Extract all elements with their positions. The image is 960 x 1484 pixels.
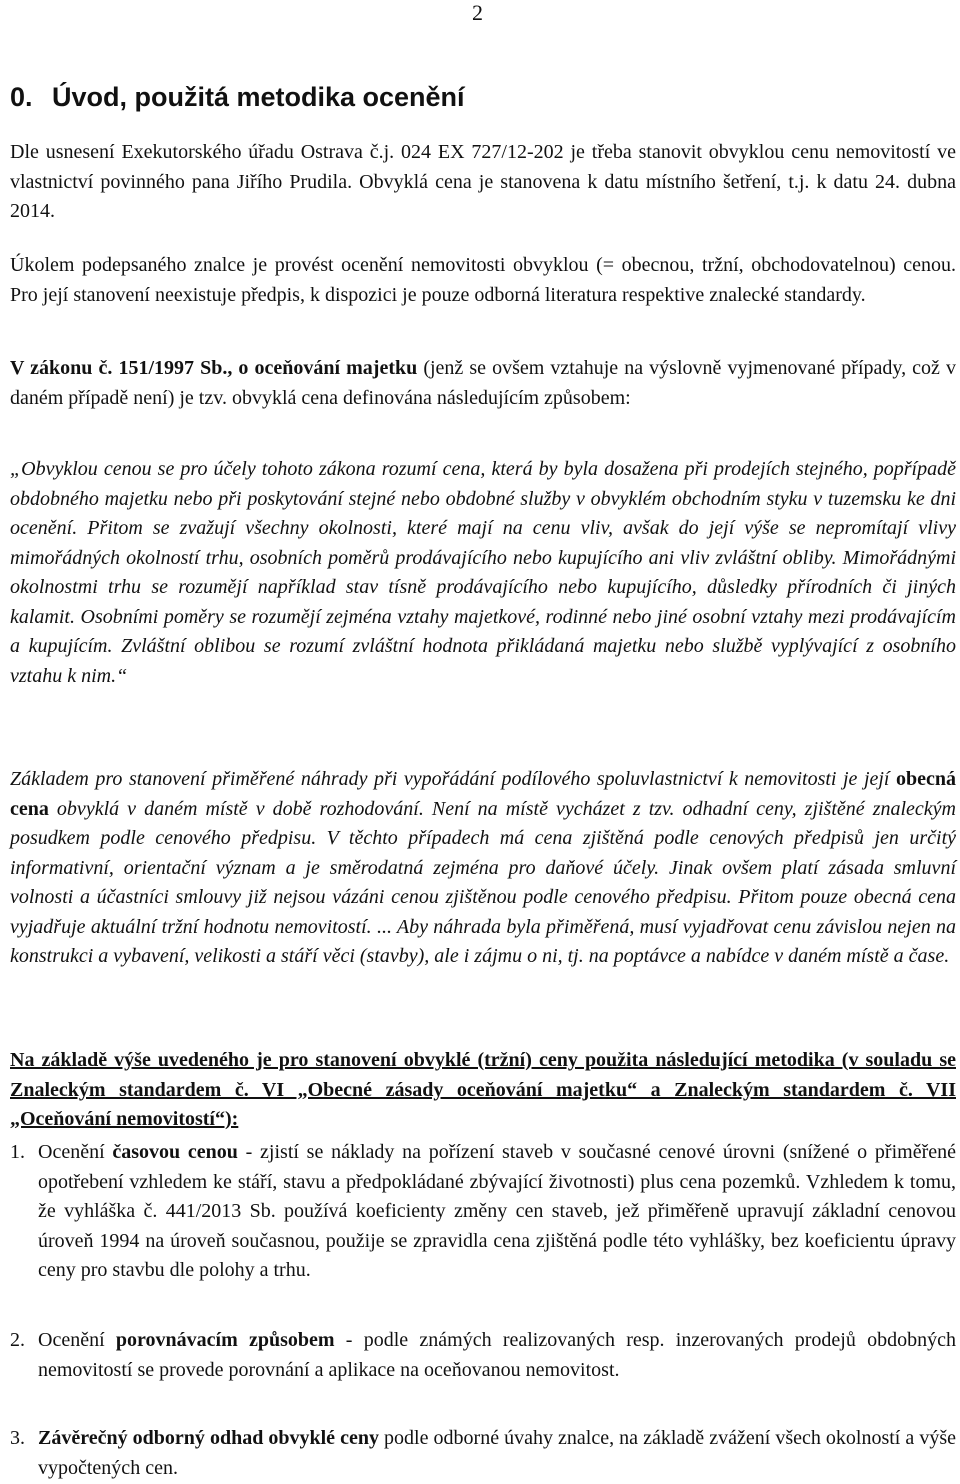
list-item-number: 1. bbox=[10, 1141, 25, 1163]
list-item bbox=[10, 1424, 956, 1483]
list-item-bold: porovnávacím způsobem bbox=[115, 1329, 335, 1351]
list-item-number: 2. bbox=[10, 1329, 25, 1351]
law-title: , o oceňování majetku bbox=[227, 357, 418, 379]
list-item-text: podle odborné úvahy znalce, na základě zvážení všech okolností a výše vypočtených cen. bbox=[38, 1427, 957, 1479]
paragraph-methodology: Na základě výše uvedeného je pro stanovení obvyklé (tržní) ceny použita následující metodika (v souladu se Znaleckým standardem č. VI „Obecné zásady oceňování majetku“ a Znaleckým standardem č. VII „Oceňování nemovitostí“): bbox=[10, 1049, 956, 1130]
paragraph-task: Úkolem podepsaného znalce je provést ocenění nemovitosti obvyklou (= obecnou, tržní, obchodovatelnou) cenou. Pro její stanovení neexistuje předpis, k dispozici je pouze odborná literatura respektive znalecké standardy. bbox=[10, 254, 956, 306]
list-item-pre: Ocenění bbox=[38, 1141, 113, 1163]
list-item-number: 3. bbox=[10, 1427, 25, 1449]
law-reference: V zákonu č. 151/1997 Sb. bbox=[10, 357, 228, 379]
section-number: 0. bbox=[10, 82, 33, 112]
list-item-bold: časovou cenou bbox=[112, 1141, 238, 1163]
list-item bbox=[10, 1326, 956, 1385]
paragraph-quote: „Obvyklou cenou se pro účely tohoto zákona rozumí cena, která by byla dosažena při prodejích stejného, popřípadě obdobného majetku nebo při poskytování stejné nebo obdobné služby v obvyklém obchodním styku v tuzemsku ke dni ocenění. Přitom se zvažují všechny okolnosti, které mají na cenu vliv, avšak do její výše se nepromítají vlivy mimořádných okolností trhu, osobních poměrů prodávajícího nebo kupujícího ani vliv zvláštní obliby. Mimořádnými okolnostmi trhu se rozumějí například stav tísně prodávajícího nebo kupujícího, důsledky přírodních či jiných kalamit. Osobními poměry se rozumějí zejména vztahy majetkové, rodinné nebo jiné osobní vztahy mezi prodávajícím a kupujícím. Zvláštní oblibou se rozumí zvláštní hodnota přikládaná majetku nebo službě vyplývající z osobního vztahu k nim.“ bbox=[10, 458, 956, 687]
court-text-bold: obecná cena bbox=[10, 768, 956, 820]
list-item bbox=[10, 1138, 956, 1286]
law-text: (jenž se ovšem vztahuje na výslovně vyjmenované případy, což v daném případě není) je tzv. obvyklá cena definována následujícím způsobem: bbox=[10, 357, 956, 409]
court-text-a: Základem pro stanovení přiměřené náhrady při vypořádání podílového spoluvlastnictví k nemovitosti je její bbox=[10, 768, 896, 790]
list-item-pre: Ocenění bbox=[38, 1329, 116, 1351]
page-number: 2 bbox=[472, 0, 483, 25]
list-item-text: - podle známých realizovaných resp. inzerovaných prodejů obdobných nemovitostí se provede porovnání a aplikace na oceňovanou nemovitost. bbox=[38, 1329, 956, 1381]
paragraph-intro: Dle usnesení Exekutorského úřadu Ostrava č.j. 024 EX 727/12-202 je třeba stanovit obvyklou cenu nemovitostí ve vlastnictví povinného pana Jiřího Prudila. Obvyklá cena je stanovena k datu místního šetření, t.j. k datu 24. dubna 2014. bbox=[10, 141, 956, 222]
list-item-text: - zjistí se náklady na pořízení staveb v současné cenové úrovni (snížené o přiměřené opotřebení vzhledem ke stáří, stavu a předpokládané zbývající životnosti) plus cena pozemků. Vzhledem k tomu, že vyhláška č. 441/2013 Sb. používá koeficienty změny cen staveb, jež přiměřeně upravují základní cenovou úroveň 1994 na úroveň současnou, použije se zpravidla cena zjištěná podle této vyhlášky, bez koeficientu úpravy ceny pro stavbu dle polohy a trhu. bbox=[38, 1141, 956, 1281]
section-title: Úvod, použitá metodika ocenění bbox=[52, 82, 465, 112]
section-heading bbox=[10, 82, 465, 113]
paragraph-law bbox=[10, 354, 956, 413]
list-item-bold: Závěrečný odborný odhad obvyklé ceny bbox=[38, 1427, 379, 1449]
paragraph-court bbox=[10, 765, 956, 972]
court-text-c: obvyklá v daném místě v době rozhodování. Není na místě vycházet z tzv. odhadní ceny, zjištěné znaleckým posudkem podle cenového předpisu. V těchto případech má cena zjištěná podle cenových předpisů jen určitý informativní, orientační význam a je směrodatná zejména pro daňové účely. Jinak ovšem platí zásada smluvní volnosti a účastníci smlouvy již nejsou vázáni cenou zjištěnou podle cenového předpisu. Přitom pouze obecná cena vyjadřuje aktuální tržní hodnotu nemovitostí. ... Aby náhrada byla přiměřená, musí vyjadřovat cenu závislou nejen na konstrukci a vybavení, velikosti a stáří věci (stavby), ale i zájmu o ni, tj. na poptávce a nabídce v daném místě a čase. bbox=[10, 797, 956, 967]
